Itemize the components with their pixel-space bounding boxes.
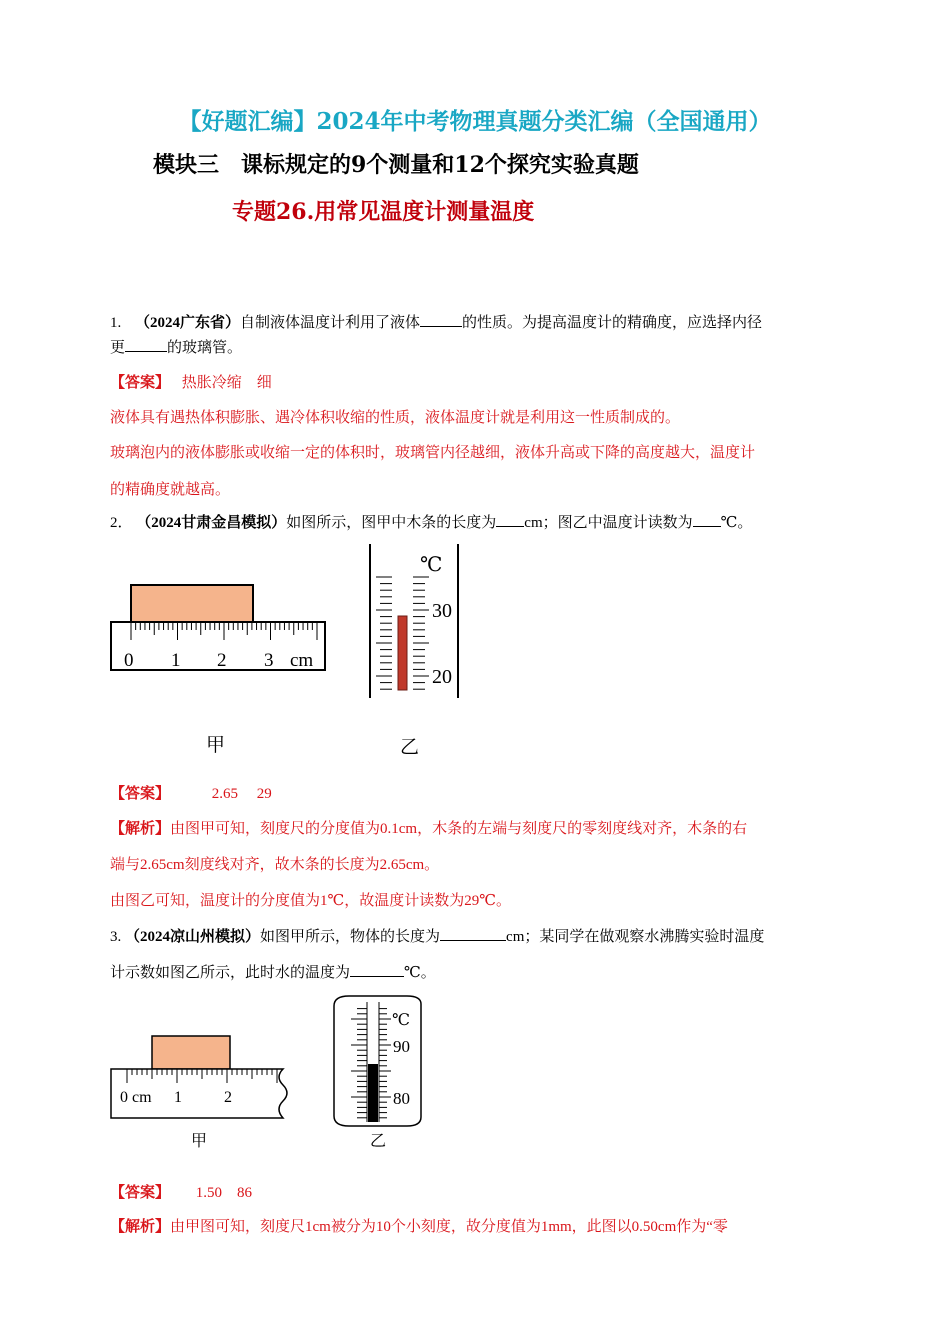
q2-text-b: cm；图乙中温度计读数为: [524, 515, 693, 531]
q3-line2-text: 计示数如图乙所示，此时水的温度为: [110, 965, 351, 981]
q3-caption-a: 甲: [191, 1131, 208, 1150]
q2-blank-2[interactable]: [693, 512, 721, 527]
q1-line2: [110, 336, 242, 357]
q1-answer: [110, 371, 272, 392]
thermo-unit: ℃: [420, 554, 443, 576]
q3-analysis-1: [110, 1215, 728, 1236]
q3-blank-1[interactable]: [440, 926, 506, 941]
answer-value: 2.65 29: [211, 786, 272, 802]
q3-ruler-figure: [105, 1032, 295, 1124]
q1-blank-2[interactable]: [125, 337, 167, 352]
ruler-unit: cm: [290, 650, 314, 671]
answer-value: 热胀冷缩 细: [181, 375, 272, 391]
q2-number: 2．: [110, 515, 133, 531]
q1-text-b: 的性质。为提高温度计的精确度，应选择内径: [462, 315, 763, 331]
mercury-column: [398, 616, 407, 690]
main-title: 【好题汇编】2024年中考物理真题分类汇编（全国通用）: [178, 108, 772, 135]
q1-number: 1.: [110, 315, 122, 331]
q3-text: 如图甲所示，物体的长度为: [260, 929, 441, 945]
q1-blank-1[interactable]: [420, 312, 462, 327]
answer-label: 【答案】: [110, 1185, 171, 1201]
answer-label: 【答案】: [110, 786, 171, 802]
q3-line2: [110, 961, 436, 982]
ruler-label-0: 0: [124, 650, 134, 671]
q3-answer: [110, 1181, 252, 1202]
q3-source: （2024凉山州模拟）: [125, 929, 261, 945]
thermo-label-90: 90: [393, 1037, 410, 1056]
q2-blank-1[interactable]: [496, 512, 524, 527]
thermo-label-80: 80: [393, 1089, 410, 1108]
ruler-label-3: 3: [264, 650, 274, 671]
q3-line1: [110, 925, 764, 946]
q3-caption-b: 乙: [370, 1131, 387, 1150]
q2-thermometer-figure: [362, 542, 466, 700]
ruler-label-1: 1: [171, 650, 181, 671]
wood-block: [131, 585, 253, 622]
q3-blank-2[interactable]: [350, 962, 404, 977]
q1-explanation-3: 的精确度就越高。: [110, 482, 231, 498]
q2-analysis-3: 由图乙可知，温度计的分度值为1℃，故温度计读数为29℃。: [110, 893, 512, 909]
q2-text: 如图所示，图甲中木条的长度为: [286, 515, 497, 531]
topic-title: 专题26.用常见温度计测量温度: [232, 199, 535, 225]
ruler-label-2: 2: [217, 650, 227, 671]
q2-line1: [110, 511, 752, 532]
q3-text-b: cm；某同学在做观察水沸腾实验时温度: [506, 929, 765, 945]
q1-source: （2024广东省）: [135, 315, 241, 331]
object-block: [152, 1036, 230, 1069]
analysis-label: 【解析】: [110, 1219, 171, 1235]
liquid-column: [368, 1064, 378, 1122]
q3-thermometer-figure: [327, 994, 431, 1129]
q3-line2-text-b: ℃。: [404, 965, 436, 981]
q2-analysis-1: [110, 817, 747, 838]
q2-caption-b: 乙: [400, 736, 420, 758]
ruler-label-2: 2: [224, 1089, 232, 1106]
answer-label: 【答案】: [110, 375, 171, 391]
analysis-label: 【解析】: [110, 821, 171, 837]
q1-explanation-1: 液体具有遇热体积膨胀、遇冷体积收缩的性质，液体温度计就是利用这一性质制成的。: [110, 410, 681, 426]
q2-caption-a: 甲: [206, 734, 226, 756]
q2-ruler-figure: [105, 578, 333, 678]
module-title: 模块三 课标规定的9个测量和12个探究实验真题: [153, 152, 639, 178]
answer-value: 1.50 86: [195, 1185, 253, 1201]
q1-text: 自制液体温度计利用了液体: [240, 315, 421, 331]
q2-text-c: ℃。: [720, 515, 753, 531]
thermo-label-30: 30: [432, 600, 452, 622]
thermo-unit: ℃: [392, 1012, 410, 1029]
analysis-text: 由甲图可知，刻度尺1cm被分为10个小刻度，故分度值为1mm，此图以0.50cm作为“零: [170, 1219, 728, 1235]
q2-answer: [110, 782, 272, 803]
q3-number: 3.: [110, 929, 122, 945]
q1-line2-text-b: 的玻璃管。: [167, 340, 243, 356]
thermo-label-20: 20: [432, 666, 452, 688]
q1-line1: [110, 311, 762, 332]
q1-line2-text: 更: [110, 340, 126, 356]
ruler-label-0: 0 cm: [120, 1089, 152, 1106]
analysis-text: 由图甲可知，刻度尺的分度值为0.1cm，木条的左端与刻度尺的零刻度线对齐，木条的右: [170, 821, 748, 837]
q2-analysis-2: 端与2.65cm刻度线对齐，故木条的长度为2.65cm。: [110, 857, 440, 873]
q2-source: （2024甘肃金昌模拟）: [136, 515, 287, 531]
ruler-label-1: 1: [174, 1089, 182, 1106]
q1-explanation-2: 玻璃泡内的液体膨胀或收缩一定的体积时，玻璃管内径越细，液体升高或下降的高度越大，温度计: [110, 445, 756, 461]
